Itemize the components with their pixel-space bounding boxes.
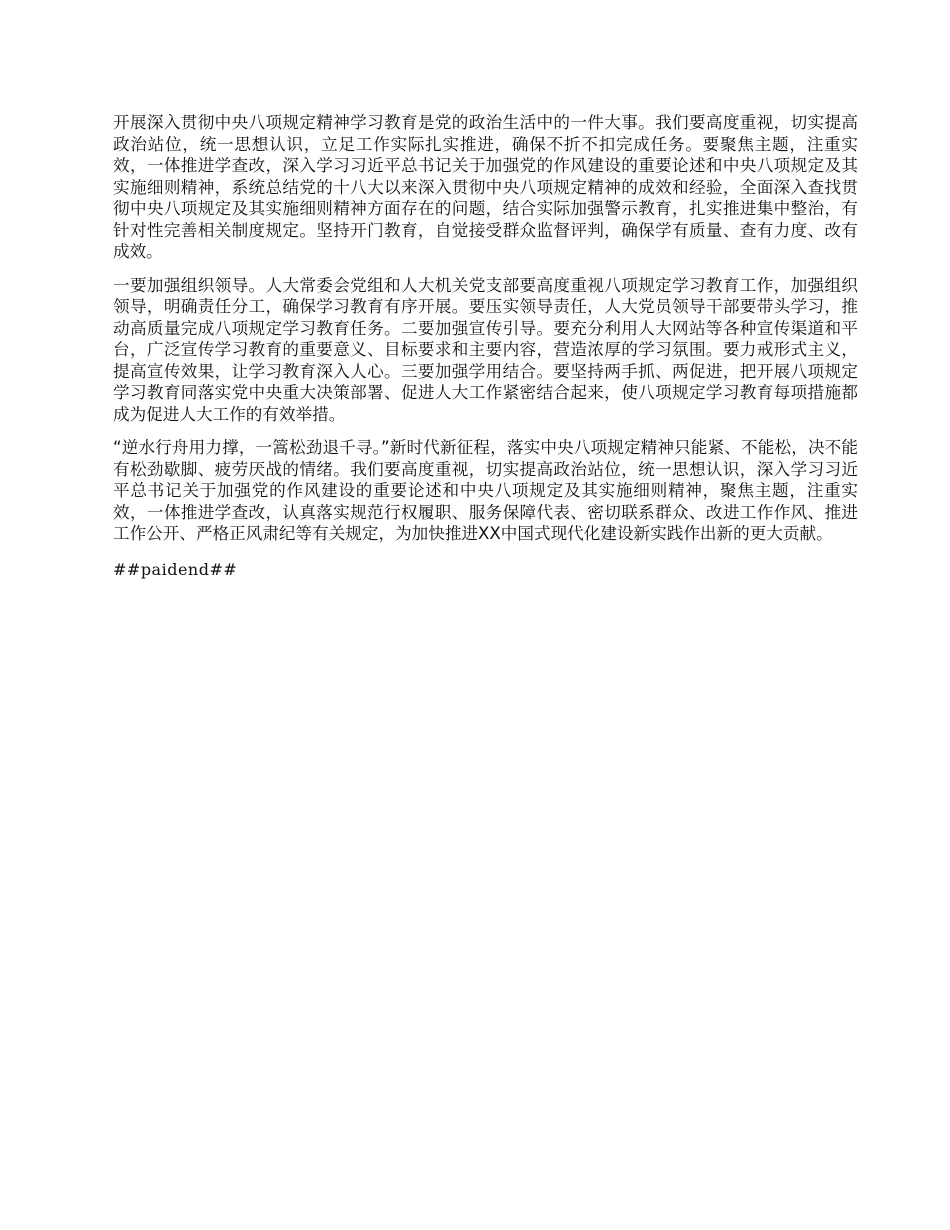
document-body xyxy=(113,112,858,580)
paid-end-marker: ##paidend## xyxy=(113,559,238,579)
paragraph-conclusion: “逆水行舟用力撑，一篙松劲退千寻。”新时代新征程，落实中央八项规定精神只能紧、不能松，决不能有松劲歇脚、疲劳厌战的情绪。我们要高度重视，切实提高政治站位，统一思想认识，深入学习习近平总书记关于加强党的作风建设的重要论述和中央八项规定及其实施细则精神，聚焦主题，注重实效，一体推进学查改，认真落实规范行权履职、服务保障代表、密切联系群众、改进工作作风、推进工作公开、严格正风肃纪等有关规定，为加快推进XX中国式现代化建设新实践作出新的更大贡献。 xyxy=(113,438,858,543)
paragraph-requirements: 一要加强组织领导。人大常委会党组和人大机关党支部要高度重视八项规定学习教育工作，加强组织领导，明确责任分工，确保学习教育有序开展。要压实领导责任，人大党员领导干部要带头学习，推动高质量完成八项规定学习教育任务。二要加强宣传引导。要充分利用人大网站等各种宣传渠道和平台，广泛宣传学习教育的重要意义、目标要求和主要内容，营造浓厚的学习氛围。要力戒形式主义，提高宣传效果，让学习教育深入人心。三要加强学用结合。要坚持两手抓、两促进，把开展八项规定学习教育同落实党中央重大决策部署、促进人大工作紧密结合起来，使八项规定学习教育每项措施都成为促进人大工作的有效举措。 xyxy=(113,275,858,424)
paragraph-intro: 开展深入贯彻中央八项规定精神学习教育是党的政治生活中的一件大事。我们要高度重视，切实提高政治站位，统一思想认识，立足工作实际扎实推进，确保不折不扣完成任务。要聚焦主题，注重实效，一体推进学查改，深入学习习近平总书记关于加强党的作风建设的重要论述和中央八项规定及其实施细则精神，系统总结党的十八大以来深入贯彻中央八项规定精神的成效和经验，全面深入查找贯彻中央八项规定及其实施细则精神方面存在的问题，结合实际加强警示教育，扎实推进集中整治，有针对性完善相关制度规定。坚持开门教育，自觉接受群众监督评判，确保学有质量、查有力度、改有成效。 xyxy=(113,113,858,261)
